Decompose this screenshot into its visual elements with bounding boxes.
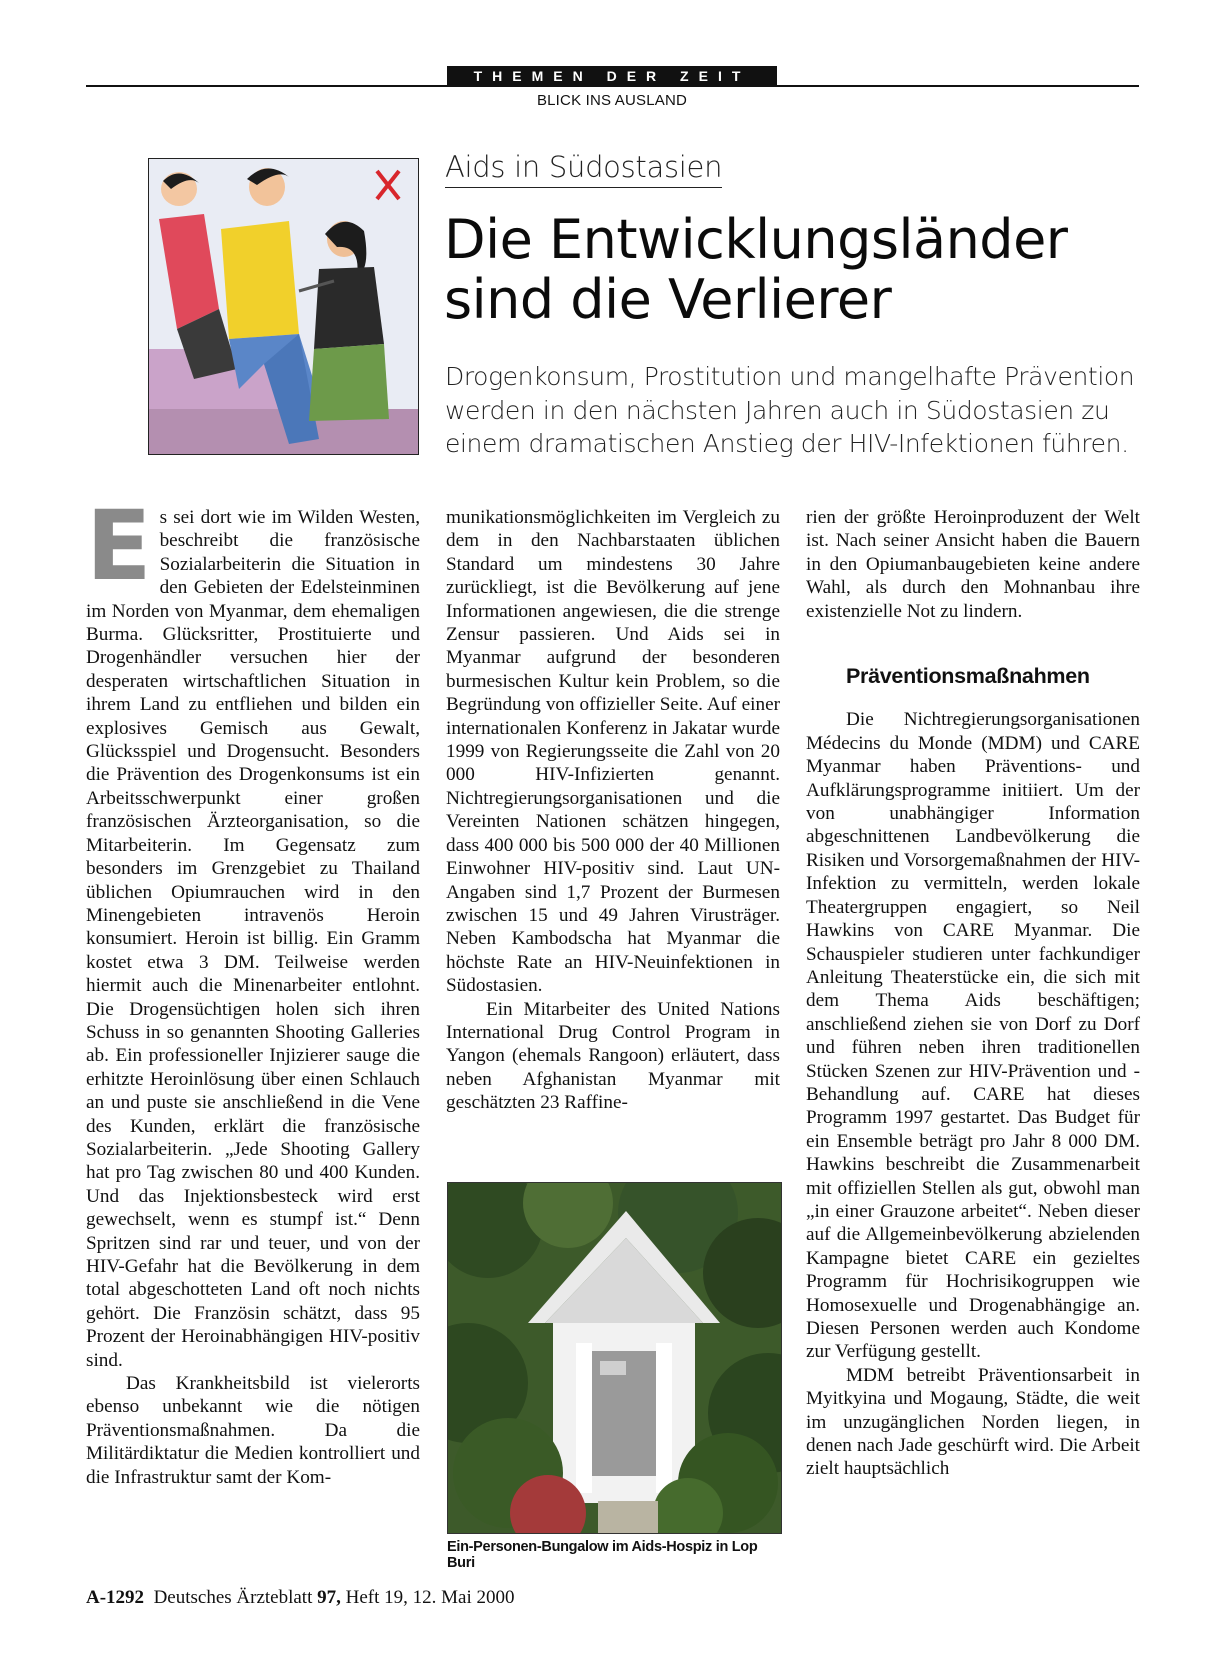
paragraph: s sei dort wie im Wilden Westen, beschreibt die französische Sozialarbeiterin die Situation in den Gebieten der Edelsteinminen im Norden von Myanmar, dem ehemaligen Burma. Glücksritter, Prostituierte und Drogenhändler versuchen hier der desperaten wirtschaftlichen Situation in ihrem Land zu entfliehen und bilden ein explosives Gemisch aus Gewalt, Glücksspiel und Drogensucht. Besonders die Prävention des Drogenkonsums ist ein Arbeitsschwerpunkt einer großen französischen Ärzteorganisation, so die Mitarbeiterin. Im Gegensatz zum besonders im Grenzgebiet zu Thailand üblichen Opiumrauchen wird in den Minengebieten intravenös Heroin konsumiert. Heroin ist billig. Ein Gramm kostet etwa 3 DM. Teilweise werden hiermit auch die Minenarbeiter entlohnt. Die Drogensüchtigen holen sich ihren Schuss in so genannten Shooting Galleries ab. Ein professioneller Injizierer sauge die erhitzte Heroinlösung über einen Schlauch an und puste sie anschließend in die Vene des Kunden, erklärt die französische Sozialarbeiterin. „Jede Shooting Gallery hat pro Tag zwischen 80 und 400 Kunden. Und das Injektionsbesteck wird erst gewechselt, wenn es stumpf ist.“ Denn Spritzen sind rar und teuer, und von der HIV-Gefahr hat die Bevölkerung in dem total abgeschotteten Land oft noch nichts gehört. Die Französin schätzt, dass 95 Prozent der Heroinabhängigen HIV-positiv sind. <box>86 507 420 1371</box>
volume-number: 97, <box>317 1587 341 1608</box>
section-subhead: Präventionsmaßnahmen <box>846 664 1090 689</box>
subsection-label: BLICK INS AUSLAND <box>536 92 688 109</box>
text-column-1 <box>86 490 420 1489</box>
issue-info: Heft 19, 12. Mai 2000 <box>345 1587 515 1608</box>
photo-caption: Ein-Personen-Bungalow im Aids-Hospiz in Lop Buri <box>447 1539 758 1571</box>
drop-cap: E <box>86 490 152 602</box>
photo-hospice-bungalow <box>447 1182 782 1534</box>
article-headline: Die Entwicklungsländer sind die Verlierer <box>444 208 1068 331</box>
page-footer <box>86 1587 515 1609</box>
illustration-drug-injection <box>148 158 419 455</box>
journal-name: Deutsches Ärzteblatt <box>153 1587 313 1608</box>
page-number: A-1292 <box>86 1587 145 1608</box>
article-kicker: Aids in Südostasien <box>445 150 722 188</box>
paragraph: munikationsmöglichkeiten im Vergleich zu dem in den Nachbarstaaten üblichen Standard um mindestens 30 Jahre zurückliegt, ist die Bevölkerung auf jene Informationen angewiesen, die die strenge Zensur passieren. Und Aids sei in Myanmar aufgrund der besonderen burmesischen Kultur kein Problem, so die Begründung von offizieller Seite. Auf einer internationalen Konferenz in Jakatar wurde 1999 von Regierungsseite die Zahl von 20 000 HIV-Infizierten genannt. Nichtregierungsorganisationen und die Vereinten Nationen schätzen hingegen, dass 400 000 bis 500 000 der 40 Millionen Einwohner HIV-positiv sind. Laut UN-Angaben sind 1,7 Prozent der Burmesen zwischen 15 und 49 Jahren Virusträger. Neben Kambodscha hat Myanmar die höchste Rate an HIV-Neuinfektionen in Südostasien. <box>446 507 780 997</box>
paragraph: rien der größte Heroinproduzent der Welt ist. Nach seiner Ansicht haben die Bauern in den Opiumanbaugebieten keine andere Wahl, als durch den Mohnanbau ihre existenzielle Not zu lindern. <box>806 507 1140 622</box>
paragraph: Das Krankheitsbild ist vielerorts ebenso unbekannt wie die nötigen Präventionsmaßnahmen. Da die Militärdiktatur die Medien kontrolliert und die Infrastruktur samt der Kom- <box>86 1373 420 1488</box>
text-column-3 <box>806 506 1140 1481</box>
paragraph: Die Nichtregierungsorganisationen Médecins du Monde (MDM) und CARE Myanmar haben Präventions- und Aufklärungsprogramme initiiert. Um der von unabhängiger Information abgeschnittenen Landbevölkerung die Risiken und Vorsorgemaßnahmen der HIV-Infektion zu vermitteln, werden lokale Theatergruppen engagiert, so Neil Hawkins von CARE Myanmar. Die Schauspieler studieren unter fachkundiger Anleitung Theaterstücke ein, die sich mit dem Thema Aids beschäftigen; anschließend ziehen sie von Dorf zu Dorf und führen neben ihren traditionellen Stücken Szenen zur HIV-Prävention und -Behandlung auf. CARE hat dieses Programm 1997 gestartet. Das Budget für ein Ensemble beträgt pro Jahr 8 000 DM. Hawkins beschreibt die Zusammenarbeit mit offiziellen Stellen als gut, obwohl man „in einer Grauzone arbeitet“. Neben dieser auf die Allgemeinbevölkerung abzielenden Kampagne bietet CARE ein gezieltes Programm für Hochrisikogruppen wie Homosexuelle und Drogenabhängige an. Diesen Personen werden auch Kondome zur Verfügung gestellt. <box>806 709 1140 1363</box>
photo-drawing <box>448 1183 781 1533</box>
illustration-drawing <box>149 159 418 454</box>
text-column-2 <box>446 506 780 1115</box>
paragraph: Ein Mitarbeiter des United Nations International Drug Control Program in Yangon (ehemals Rangoon) erläutert, dass neben Afghanistan Myanmar mit geschätzten 23 Raffine- <box>446 998 780 1114</box>
article-lead: Drogenkonsum, Prostitution und mangelhafte Prävention werden in den nächsten Jahren auch in Südostasien zu einem dramatischen Anstieg der HIV-Infektionen führen. <box>445 362 1135 458</box>
paragraph: MDM betreibt Präventionsarbeit in Myitkyina und Mogaung, Städte, die weit im unzugänglichen Norden liegen, in denen nach Jade geschürft wird. Die Arbeit zielt hauptsächlich <box>806 1364 1140 1480</box>
section-label: THEMEN DER ZEIT <box>447 66 777 87</box>
